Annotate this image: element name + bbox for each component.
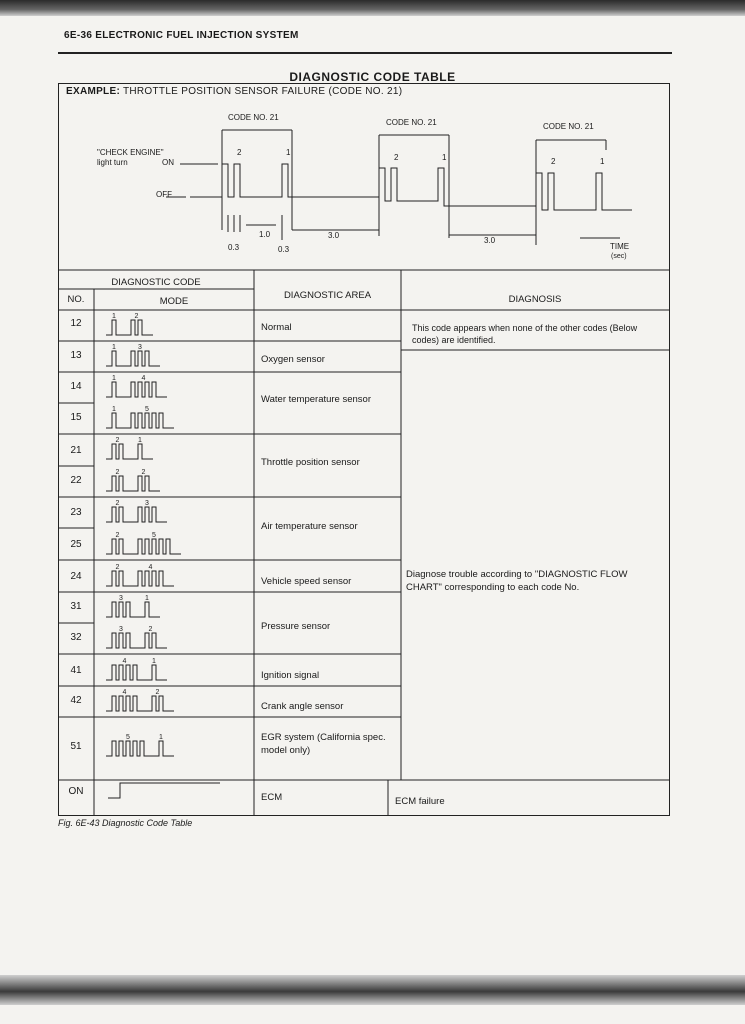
code-number: 23 (70, 507, 82, 518)
mode-waveform-line (106, 476, 160, 491)
timing-1-0: 1.0 (259, 230, 271, 239)
mode-waveform (106, 665, 167, 680)
mode-waveforms (106, 320, 220, 798)
code-number: 42 (70, 695, 82, 706)
mode-waveform-line (106, 741, 174, 756)
mode-waveform (106, 444, 153, 459)
pulse-count-2b: 2 (394, 153, 399, 162)
mode-waveform (106, 633, 167, 648)
timing-0-3a: 0.3 (228, 243, 240, 252)
sec-label: (sec) (611, 253, 627, 260)
mode-pulse-count: 2 (115, 564, 120, 571)
mode-pulse-count: 1 (112, 344, 116, 351)
mode-pulse-count: 2 (115, 500, 120, 507)
example-waveform (166, 164, 632, 210)
header-diagnostic-area: DIAGNOSTIC AREA (283, 290, 372, 301)
code-number: 14 (70, 381, 82, 392)
code-number: 13 (70, 350, 82, 361)
mode-waveform (108, 783, 220, 798)
code-label-1: CODE NO. 21 (228, 113, 279, 122)
area-egr: EGR system (California spec. model only) (261, 732, 386, 756)
pulse-count-1c: 1 (600, 157, 605, 166)
mode-waveform (106, 571, 174, 586)
mode-pulse-count: 1 (159, 734, 163, 741)
mode-pulse-count: 4 (122, 658, 127, 665)
mode-pulse-count: 3 (119, 626, 123, 633)
code-label-3: CODE NO. 21 (543, 122, 594, 131)
diagnosis-normal: This code appears when none of the other codes (Below codes) are identified. (412, 323, 638, 345)
mode-pulse-count: 1 (112, 313, 116, 320)
area-vehicle: Vehicle speed sensor (261, 576, 352, 587)
code-number: ON (68, 786, 84, 797)
mode-pulse-count: 2 (155, 689, 160, 696)
mode-pulse-count: 3 (138, 344, 142, 351)
mode-waveform (106, 539, 181, 554)
mode-waveform-line (106, 444, 153, 459)
mode-waveform-line (106, 382, 167, 397)
time-label: TIME (610, 242, 630, 251)
code-number: 32 (70, 632, 82, 643)
code-label-2: CODE NO. 21 (386, 118, 437, 127)
on-label: ON (162, 158, 174, 167)
header-mode: MODE (159, 296, 189, 307)
pulse-count-1a: 1 (286, 148, 291, 157)
pulse-count-1b: 1 (442, 153, 447, 162)
area-ignition: Ignition signal (261, 670, 320, 681)
mode-waveform-line (106, 665, 167, 680)
mode-pulse-count: 4 (141, 375, 146, 382)
mode-pulse-count: 5 (145, 406, 149, 413)
code-number: 21 (70, 445, 82, 456)
mode-pulse-count: 1 (112, 375, 116, 382)
mode-pulse-count: 3 (145, 500, 149, 507)
mode-pulse-count: 2 (134, 313, 139, 320)
light-turn-label: light turn (97, 158, 128, 167)
mode-waveform (106, 320, 153, 335)
mode-waveform (106, 602, 160, 617)
area-oxygen: Oxygen sensor (261, 354, 325, 365)
mode-pulse-count: 4 (148, 564, 153, 571)
mode-waveform (106, 696, 174, 711)
mode-waveform (106, 507, 167, 522)
table-title: DIAGNOSTIC CODE TABLE (289, 70, 456, 84)
code-number: 31 (70, 601, 82, 612)
mode-pulse-count: 2 (115, 532, 120, 539)
area-air: Air temperature sensor (261, 521, 358, 532)
pulse-count-2a: 2 (237, 148, 242, 157)
area-pressure: Pressure sensor (261, 621, 331, 632)
mode-pulse-count: 2 (141, 469, 146, 476)
mode-pulse-count: 2 (115, 469, 120, 476)
mode-pulse-count: 1 (152, 658, 156, 665)
mode-pulse-count: 4 (122, 689, 127, 696)
code-number: 51 (70, 741, 82, 752)
mode-pulse-count: 5 (152, 532, 156, 539)
figure-caption: Fig. 6E-43 Diagnostic Code Table (58, 818, 193, 828)
mode-pulse-count: 5 (126, 734, 130, 741)
code-number: 22 (70, 475, 82, 486)
example-text: THROTTLE POSITION SENSOR FAILURE (CODE NO. 21) (120, 86, 403, 97)
mode-waveform (106, 413, 174, 428)
check-engine-label: "CHECK ENGINE" (97, 148, 164, 157)
mode-waveform-line (106, 696, 174, 711)
area-ecm: ECM (261, 792, 283, 803)
mode-pulse-count: 2 (148, 626, 153, 633)
mode-pulse-count: 1 (145, 595, 149, 602)
area-crank: Crank angle sensor (261, 701, 344, 712)
table-grid (58, 270, 670, 816)
mode-waveform (106, 351, 160, 366)
timing-0-3b: 0.3 (278, 245, 290, 254)
header-diagnostic-code: DIAGNOSTIC CODE (111, 277, 201, 288)
area-water: Water temperature sensor (261, 394, 371, 405)
mode-waveform (106, 741, 174, 756)
area-normal: Normal (261, 322, 292, 333)
code-number: 41 (70, 665, 82, 676)
mode-pulse-count: 1 (138, 437, 142, 444)
example-prefix: EXAMPLE: (66, 86, 121, 97)
mode-waveform-line (106, 320, 153, 335)
page-header: 6E-36 ELECTRONIC FUEL INJECTION SYSTEM (64, 30, 299, 41)
mode-pulse-count: 3 (119, 595, 123, 602)
mode-waveform (106, 382, 167, 397)
mode-waveform-line (106, 351, 160, 366)
area-throttle: Throttle position sensor (261, 457, 360, 468)
mode-waveform-line (106, 413, 174, 428)
mode-pulse-count: 2 (115, 437, 120, 444)
timing-3-0b: 3.0 (484, 236, 496, 245)
mode-waveform (106, 476, 160, 491)
mode-waveform-line (106, 571, 174, 586)
mode-waveform-line (106, 539, 181, 554)
diagnosis-flowchart: Diagnose trouble according to "DIAGNOSTIC FLOW CHART" corresponding to each code No. (406, 569, 628, 593)
code-number: 24 (70, 571, 82, 582)
code-number: 15 (70, 412, 82, 423)
mode-waveform-line (108, 783, 220, 798)
pulse-count-2c: 2 (551, 157, 556, 166)
mode-waveform-line (106, 507, 167, 522)
mode-waveform-line (106, 602, 160, 617)
code-number: 12 (70, 318, 82, 329)
header-diagnosis: DIAGNOSIS (508, 294, 562, 305)
diagnosis-ecm: ECM failure (395, 796, 445, 807)
code-number: 25 (70, 539, 82, 550)
mode-pulse-count: 1 (112, 406, 116, 413)
off-label: OFF (156, 190, 172, 199)
timing-3-0a: 3.0 (328, 231, 340, 240)
mode-waveform-line (106, 633, 167, 648)
header-no: NO. (67, 294, 85, 305)
